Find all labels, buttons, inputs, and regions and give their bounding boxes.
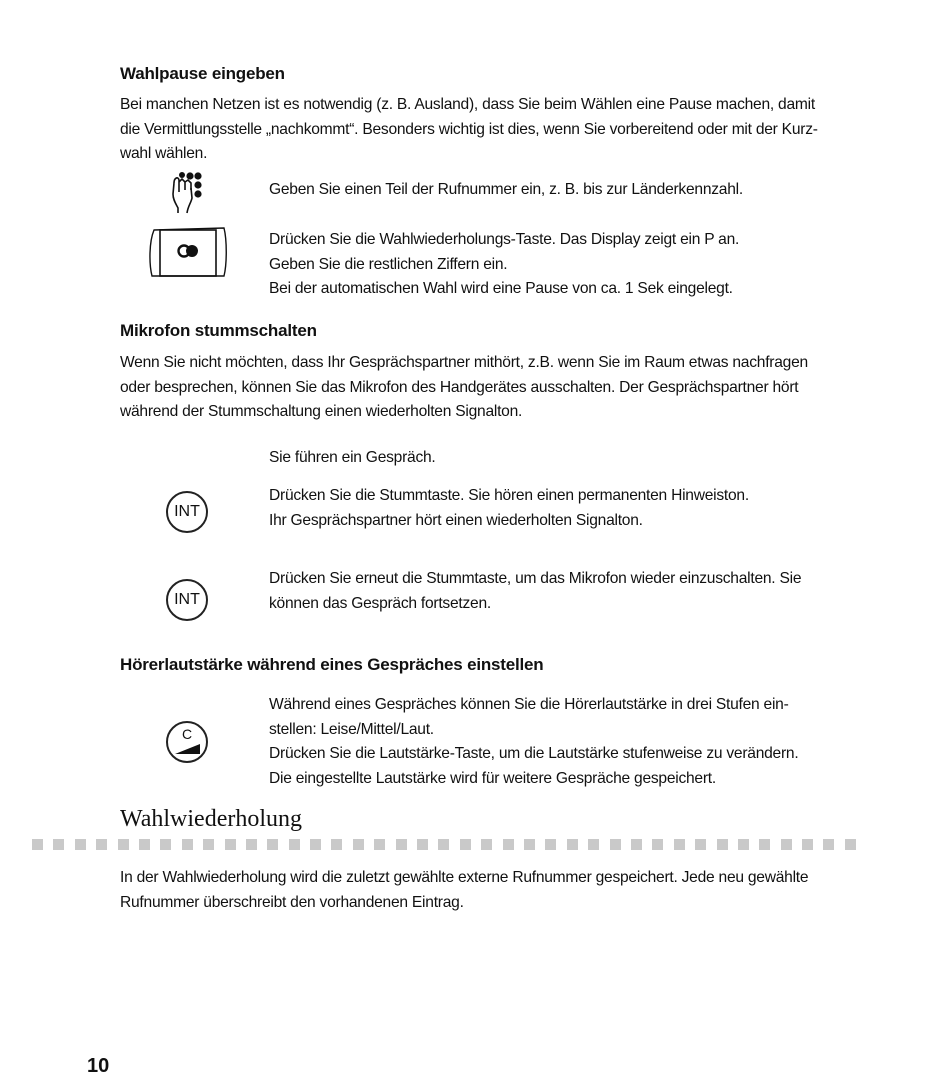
step-line: Die eingestellte Lautstärke wird für weitere Gespräche gespeichert. [269, 769, 716, 787]
redial-key-icon [148, 226, 228, 278]
section-heading-mikrofon: Mikrofon stummschalten [120, 321, 317, 340]
step-line: Geben Sie die restlichen Ziffern ein. [269, 255, 508, 273]
section-intro-mikrofon [120, 351, 880, 425]
mute-int-key-icon [166, 579, 208, 621]
c-key-label: C [181, 726, 193, 742]
step-text [269, 484, 749, 533]
step-line: Drücken Sie die Lautstärke-Taste, um die Lautstärke stufenweise zu verändern. [269, 745, 799, 762]
step-text [269, 567, 801, 616]
body-line: Rufnummer überschreibt den vorhandenen Eintrag. [120, 893, 464, 911]
step-line: Drücken Sie die Wahlwiederholungs-Taste. Das Display zeigt ein P an. [269, 231, 740, 248]
int-key-label: INT [174, 591, 200, 608]
step-line: Bei der automatischen Wahl wird eine Pause von ca. 1 Sek eingelegt. [269, 280, 733, 297]
intro-line: Bei manchen Netzen ist es notwendig (z. B. Ausland), dass Sie beim Wählen eine Pause machen, damit [120, 96, 815, 113]
body-line: In der Wahlwiederholung wird die zuletzt gewählte externe Rufnummer gespeichert. Jede neu gewählte [120, 869, 809, 886]
step-line: Geben Sie einen Teil der Rufnummer ein, z. B. bis zur Länderkennzahl. [269, 181, 743, 198]
intro-line: oder besprechen, können Sie das Mikrofon des Handgerätes ausschalten. Der Gesprächspartner hört [120, 378, 799, 396]
mute-int-key-icon [166, 491, 208, 533]
section-heading-hoererlautstaerke: Hörerlautstärke während eines Gespräches einstellen [120, 655, 544, 674]
intro-line: während der Stummschaltung einen wiederholten Signalton. [120, 403, 523, 420]
section-intro-wahlpause [120, 93, 880, 167]
step-line: Während eines Gespräches können Sie die Hörerlautstärke in drei Stufen ein- [269, 696, 789, 713]
step-text [269, 228, 739, 302]
section-heading-wahlpause: Wahlpause eingeben [120, 64, 285, 83]
step-line: Drücken Sie erneut die Stummtaste, um das Mikrofon wieder einzuschalten. Sie [269, 570, 802, 587]
step-text [269, 178, 743, 203]
intro-line: Wenn Sie nicht möchten, dass Ihr Gesprächspartner mithört, z.B. wenn Sie im Raum etwas nachfragen [120, 354, 808, 371]
step-text: Sie führen ein Gespräch. [269, 449, 436, 466]
step-line: Drücken Sie die Stummtaste. Sie hören einen permanenten Hinweiston. [269, 487, 749, 504]
chapter-separator [32, 839, 866, 850]
intro-line: die Vermittlungsstelle „nachkommt“. Besonders wichtig ist dies, wenn Sie vorbereitend oder mit der Kurz- [120, 120, 818, 138]
volume-c-key-icon [166, 721, 208, 763]
chapter-body [120, 866, 880, 915]
int-key-label: INT [174, 503, 200, 520]
chapter-title: Wahlwiederholung [120, 806, 303, 832]
step-text [269, 693, 798, 791]
step-line: stellen: Leise/Mittel/Laut. [269, 720, 434, 738]
step-line: können das Gespräch fortsetzen. [269, 594, 491, 612]
page-number: 10 [87, 1055, 110, 1077]
keypad-hand-icon [168, 170, 208, 214]
intro-line: wahl wählen. [120, 145, 208, 162]
step-line: Ihr Gesprächspartner hört einen wiederholten Signalton. [269, 511, 643, 529]
